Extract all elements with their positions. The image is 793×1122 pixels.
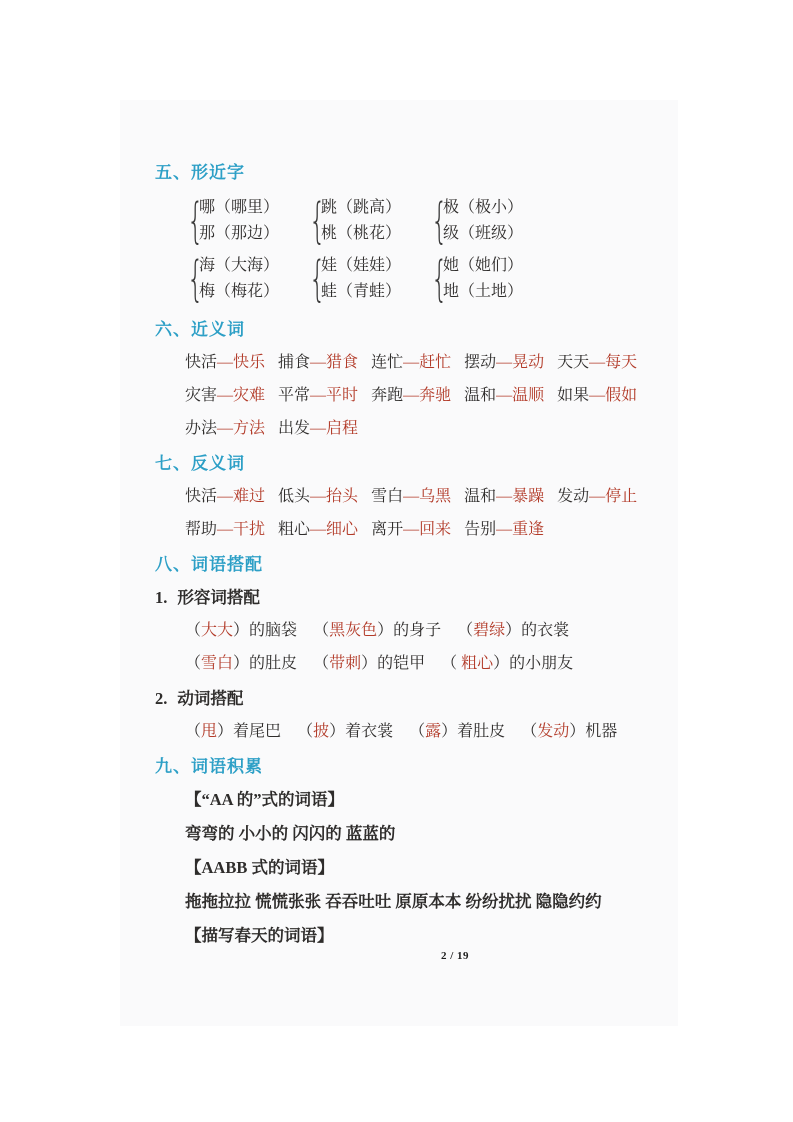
word-pattern-content: 弯弯的 小小的 闪闪的 蓝蓝的	[185, 824, 396, 843]
fill-in-word: 碧绿	[473, 622, 506, 639]
fill-in-word: 雪白	[201, 655, 234, 672]
source-word: 温和	[464, 488, 497, 505]
fill-in-word: 披	[313, 723, 330, 740]
source-word: 温和	[464, 387, 497, 404]
left-brace-icon: {	[187, 251, 204, 307]
section-title-fanyici: 七、反义词	[155, 454, 245, 473]
collocation-item	[185, 622, 297, 639]
pair-lines	[199, 253, 279, 305]
pair-bottom-word: 蛙（青蛙）	[321, 283, 402, 300]
source-word: 平常	[278, 387, 311, 404]
collocation-item	[297, 723, 393, 740]
word-line	[185, 418, 678, 439]
source-word: 如果	[557, 387, 590, 404]
source-word: 粗心	[278, 521, 311, 538]
source-word: 快活	[185, 354, 218, 371]
collocation-rest: 着衣裳	[345, 723, 394, 740]
answer-word: —暴躁	[496, 488, 545, 505]
subheading-number: 1.	[155, 588, 168, 607]
subheading-number: 2.	[155, 689, 168, 708]
pair-top-word: 极（极小）	[443, 199, 524, 216]
collocation-rest: 机器	[585, 723, 618, 740]
answer-word: —灾难	[217, 387, 266, 404]
answer-word: —猎食	[310, 354, 359, 371]
word-line	[185, 352, 678, 373]
collocation-item	[457, 622, 569, 639]
collocation-item	[185, 723, 281, 740]
jinyici-lines	[155, 352, 678, 439]
collocation-item	[441, 655, 573, 672]
section-title-jinyici: 六、近义词	[155, 320, 245, 339]
source-word: 低头	[278, 488, 311, 505]
word-line	[185, 519, 678, 540]
source-word: 离开	[371, 521, 404, 538]
fanyici-lines	[155, 486, 678, 540]
answer-word: —停止	[589, 488, 638, 505]
answer-word: —回来	[403, 521, 452, 538]
word-line	[185, 385, 678, 406]
verb-collocation-lines	[155, 721, 678, 742]
collocation-line	[185, 653, 678, 674]
pair-lines	[321, 253, 401, 305]
pair-top-word: 跳（跳高）	[321, 199, 402, 216]
source-word: 摆动	[464, 354, 497, 371]
collocation-rest: 着尾巴	[233, 723, 282, 740]
source-word: 办法	[185, 420, 218, 437]
synonym-pair	[278, 420, 358, 437]
section-title-xingjinzi: 五、形近字	[155, 163, 245, 182]
jilei-blocks	[155, 789, 678, 946]
antonym-pair	[464, 488, 544, 505]
section-title-dapei: 八、词语搭配	[155, 555, 263, 574]
collocation-rest: 的铠甲	[377, 655, 426, 672]
answer-word: —启程	[310, 420, 359, 437]
synonym-pair	[185, 354, 265, 371]
character-pair	[187, 195, 309, 247]
close-paren: ）	[233, 655, 250, 672]
open-paren: （	[313, 622, 330, 639]
antonym-pair	[371, 488, 451, 505]
collocation-rest: 的衣裳	[521, 622, 570, 639]
source-word: 发动	[557, 488, 590, 505]
adjective-collocation-lines	[155, 620, 678, 674]
character-pair	[431, 253, 553, 305]
section-title-jilei: 九、词语积累	[155, 757, 263, 776]
antonym-pair	[278, 521, 358, 538]
close-paren: ）	[441, 723, 458, 740]
word-line	[185, 486, 678, 507]
open-paren: （	[409, 723, 426, 740]
collocation-rest: 的小朋友	[509, 655, 574, 672]
answer-word: —每天	[589, 354, 638, 371]
answer-word: —晃动	[496, 354, 545, 371]
answer-word: —假如	[589, 387, 638, 404]
pair-top-word: 哪（哪里）	[199, 199, 280, 216]
left-brace-icon: {	[309, 193, 326, 249]
answer-word: —赶忙	[403, 354, 452, 371]
close-paren: ）	[217, 723, 234, 740]
synonym-pair	[185, 420, 265, 437]
word-pattern-header: 【描写春天的词语】	[185, 926, 334, 945]
source-word: 帮助	[185, 521, 218, 538]
pair-lines	[443, 195, 523, 247]
fill-in-word: 大大	[201, 622, 234, 639]
close-paren: ）	[233, 622, 250, 639]
synonym-pair	[371, 354, 451, 371]
pair-top-word: 娃（娃娃）	[321, 257, 402, 274]
source-word: 告别	[464, 521, 497, 538]
subheading-label: 动词搭配	[177, 689, 244, 708]
character-pair	[309, 195, 431, 247]
close-paren: ）	[377, 622, 394, 639]
fill-in-word: 露	[425, 723, 442, 740]
answer-word: —平时	[310, 387, 359, 404]
fill-in-word: 带刺	[329, 655, 362, 672]
page-content	[120, 100, 678, 946]
open-paren: （	[297, 723, 314, 740]
close-paren: ）	[493, 655, 510, 672]
pair-bottom-word: 地（土地）	[443, 283, 524, 300]
pair-bottom-word: 级（班级）	[443, 225, 524, 242]
synonym-pair	[278, 354, 358, 371]
collocation-item	[313, 622, 441, 639]
open-paren: （	[521, 723, 538, 740]
answer-word: —温顺	[496, 387, 545, 404]
synonym-pair	[371, 387, 451, 404]
subheading-label: 形容词搭配	[177, 588, 260, 607]
left-brace-icon: {	[431, 251, 448, 307]
pair-lines	[443, 253, 523, 305]
character-pair	[431, 195, 553, 247]
collocation-item	[313, 655, 425, 672]
antonym-pair	[464, 521, 544, 538]
source-word: 快活	[185, 488, 218, 505]
left-brace-icon: {	[431, 193, 448, 249]
pair-bottom-word: 梅（梅花）	[199, 283, 280, 300]
source-word: 天天	[557, 354, 590, 371]
pair-lines	[321, 195, 401, 247]
open-paren: （	[441, 655, 462, 672]
page-surface	[120, 100, 678, 1026]
antonym-pair	[278, 488, 358, 505]
antonym-pair	[185, 488, 265, 505]
pair-bottom-word: 桃（桃花）	[321, 225, 402, 242]
synonym-pair	[278, 387, 358, 404]
pair-bottom-word: 那（那边）	[199, 225, 280, 242]
open-paren: （	[185, 622, 202, 639]
close-paren: ）	[329, 723, 346, 740]
pair-lines	[199, 195, 279, 247]
fill-in-word: 黑灰色	[329, 622, 378, 639]
open-paren: （	[457, 622, 474, 639]
open-paren: （	[185, 655, 202, 672]
source-word: 灾害	[185, 387, 218, 404]
collocation-item	[409, 723, 505, 740]
answer-word: —细心	[310, 521, 359, 538]
answer-word: —抬头	[310, 488, 359, 505]
antonym-pair	[557, 488, 637, 505]
fill-in-word: 发动	[537, 723, 570, 740]
synonym-pair	[464, 387, 544, 404]
close-paren: ）	[505, 622, 522, 639]
source-word: 连忙	[371, 354, 404, 371]
pair-top-word: 海（大海）	[199, 257, 280, 274]
antonym-pair	[371, 521, 451, 538]
source-word: 出发	[278, 420, 311, 437]
synonym-pair	[557, 354, 637, 371]
source-word: 雪白	[371, 488, 404, 505]
answer-word: —干扰	[217, 521, 266, 538]
collocation-rest: 的脑袋	[249, 622, 298, 639]
answer-word: —难过	[217, 488, 266, 505]
synonym-pair	[464, 354, 544, 371]
answer-word: —方法	[217, 420, 266, 437]
open-paren: （	[313, 655, 330, 672]
source-word: 奔跑	[371, 387, 404, 404]
answer-word: —奔驰	[403, 387, 452, 404]
word-pattern-header: 【“AA 的”式的词语】	[185, 790, 345, 809]
xingjinzi-grid	[187, 195, 678, 305]
word-pattern-content: 拖拖拉拉 慌慌张张 吞吞吐吐 原原本本 纷纷扰扰 隐隐约约	[185, 892, 602, 911]
subheading-adjective	[155, 587, 678, 608]
character-pair	[309, 253, 431, 305]
collocation-item	[521, 723, 617, 740]
fill-in-word: 甩	[201, 723, 218, 740]
synonym-pair	[185, 387, 265, 404]
answer-word: —快乐	[217, 354, 266, 371]
character-pair	[187, 253, 309, 305]
collocation-rest: 着肚皮	[457, 723, 506, 740]
collocation-item	[185, 655, 297, 672]
close-paren: ）	[569, 723, 586, 740]
antonym-pair	[185, 521, 265, 538]
word-pattern-header: 【AABB 式的词语】	[185, 858, 334, 877]
page-number: 2 / 19	[441, 950, 470, 962]
subheading-verb	[155, 688, 678, 709]
source-word: 捕食	[278, 354, 311, 371]
pair-top-word: 她（她们）	[443, 257, 524, 274]
collocation-rest: 的身子	[393, 622, 442, 639]
collocation-line	[185, 721, 678, 742]
collocation-line	[185, 620, 678, 641]
answer-word: —重逢	[496, 521, 545, 538]
fill-in-word: 粗心	[461, 655, 494, 672]
close-paren: ）	[361, 655, 378, 672]
left-brace-icon: {	[309, 251, 326, 307]
open-paren: （	[185, 723, 202, 740]
left-brace-icon: {	[187, 193, 204, 249]
answer-word: —乌黑	[403, 488, 452, 505]
collocation-rest: 的肚皮	[249, 655, 298, 672]
synonym-pair	[557, 387, 637, 404]
